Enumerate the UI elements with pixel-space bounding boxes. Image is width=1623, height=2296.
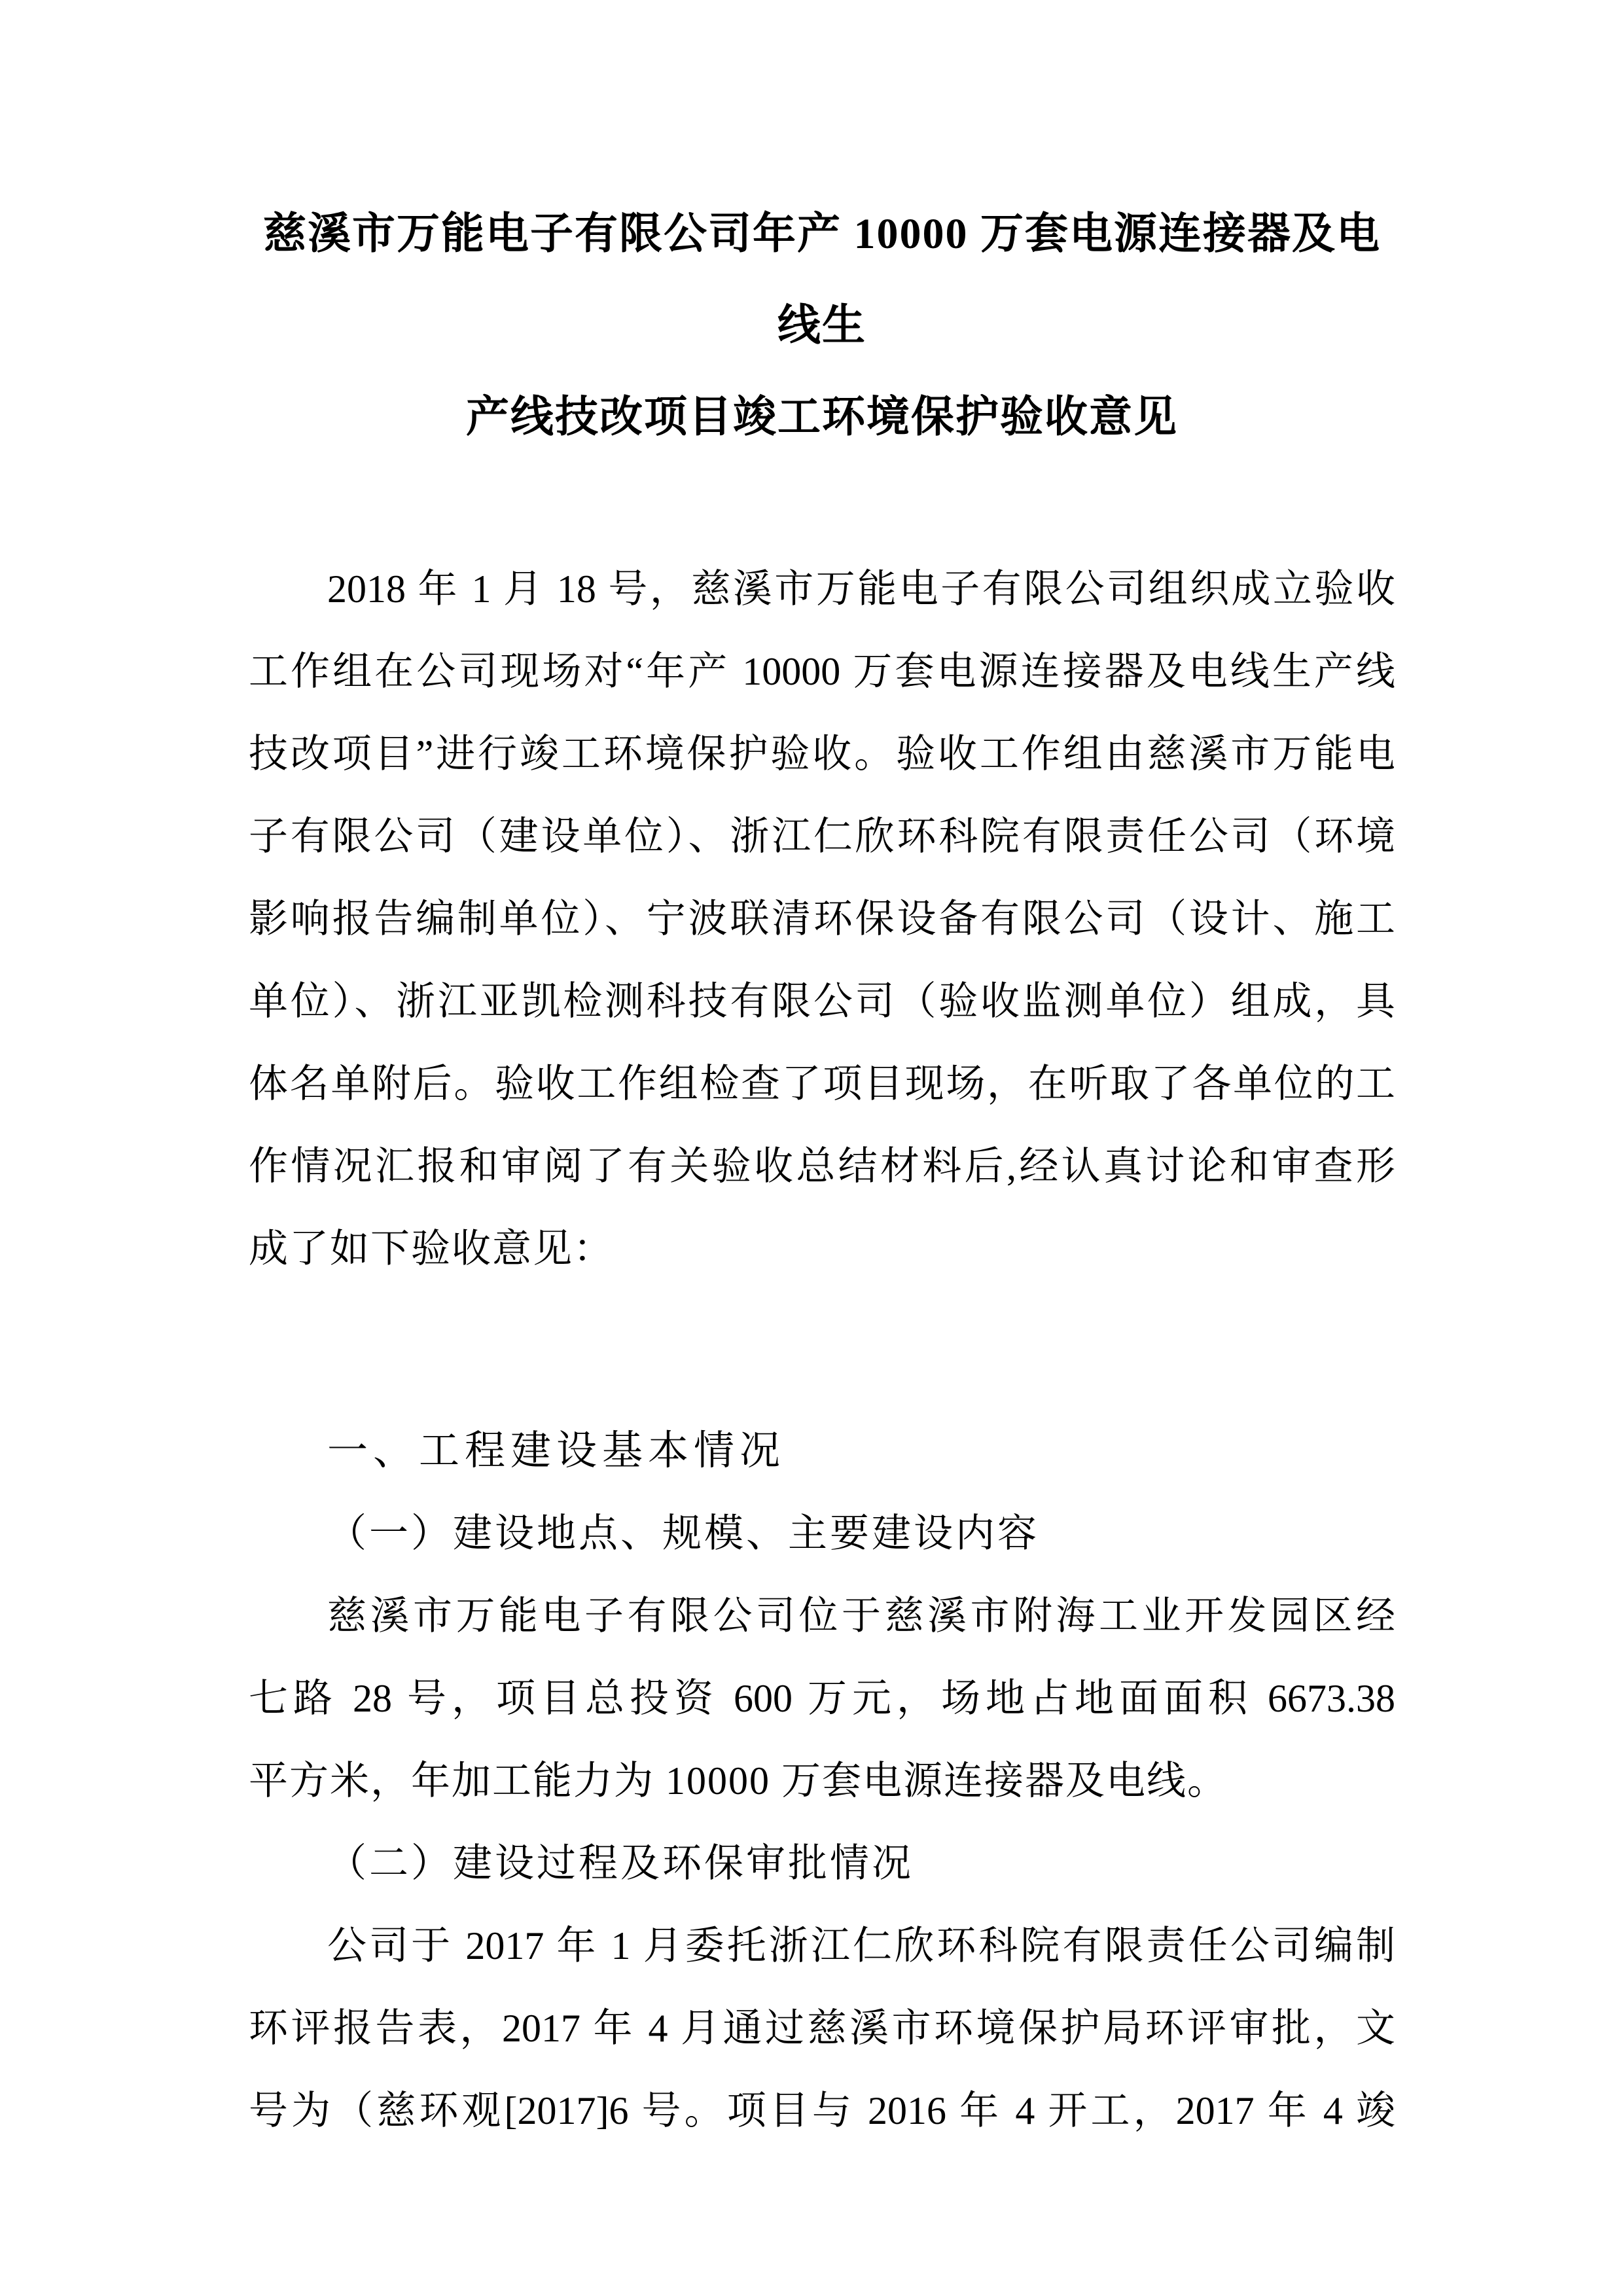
body-line: 体名单附后。验收工作组检查了项目现场，在听取了各单位的工 [249, 1062, 1395, 1105]
body-line: 2018 年 1 月 18 号，慈溪市万能电子有限公司组织成立验收 [327, 567, 1395, 611]
body-line: 慈溪市万能电子有限公司位于慈溪市附海工业开发园区经 [327, 1594, 1395, 1638]
body-line: 公司于 2017 年 1 月委托浙江仁欣环科院有限责任公司编制 [327, 1924, 1395, 1967]
section-subheading-process-approval: （二）建设过程及环保审批情况 [327, 1842, 914, 1885]
document-title [249, 188, 1395, 463]
body-line: 作情况汇报和审阅了有关验收总结材料后,经认真讨论和审查形 [249, 1145, 1395, 1188]
body-line: 成了如下验收意见： [249, 1227, 614, 1270]
body-line: 工作组在公司现场对“年产 10000 万套电源连接器及电线生产线 [249, 650, 1395, 693]
body-line: 技改项目”进行竣工环境保护验收。验收工作组由慈溪市万能电 [249, 732, 1395, 776]
title-line-2: 产线技改项目竣工环境保护验收意见 [466, 393, 1178, 441]
body-line: 单位）、浙江亚凯检测科技有限公司（验收监测单位）组成，具 [249, 980, 1395, 1023]
body-line: 影响报告编制单位）、宁波联清环保设备有限公司（设计、施工 [249, 897, 1395, 941]
paragraph-process [249, 1905, 1395, 2152]
body-line: 子有限公司（建设单位）、浙江仁欣环科院有限责任公司（环境 [249, 815, 1395, 858]
title-line-1: 慈溪市万能电子有限公司年产 10000 万套电源连接器及电线生 [263, 210, 1381, 350]
section-heading-basic-construction: 一、工程建设基本情况 [327, 1429, 786, 1473]
body-line: 环评报告表，2017 年 4 月通过慈溪市环境保护局环评审批，文 [249, 2007, 1395, 2050]
body-line: 号为（慈环观[2017]6 号。项目与 2016 年 4 开工，2017 年 4 竣 [249, 2089, 1395, 2132]
body-line: 平方米，年加工能力为 10000 万套电源连接器及电线。 [249, 1759, 1228, 1803]
section-subheading-location-scale: （一）建设地点、规模、主要建设内容 [327, 1512, 1039, 1555]
body-line: 七路 28 号，项目总投资 600 万元，场地占地面面积 6673.38 [249, 1677, 1395, 1720]
paragraph-location [249, 1575, 1395, 1822]
paragraph-intro [249, 548, 1395, 1290]
